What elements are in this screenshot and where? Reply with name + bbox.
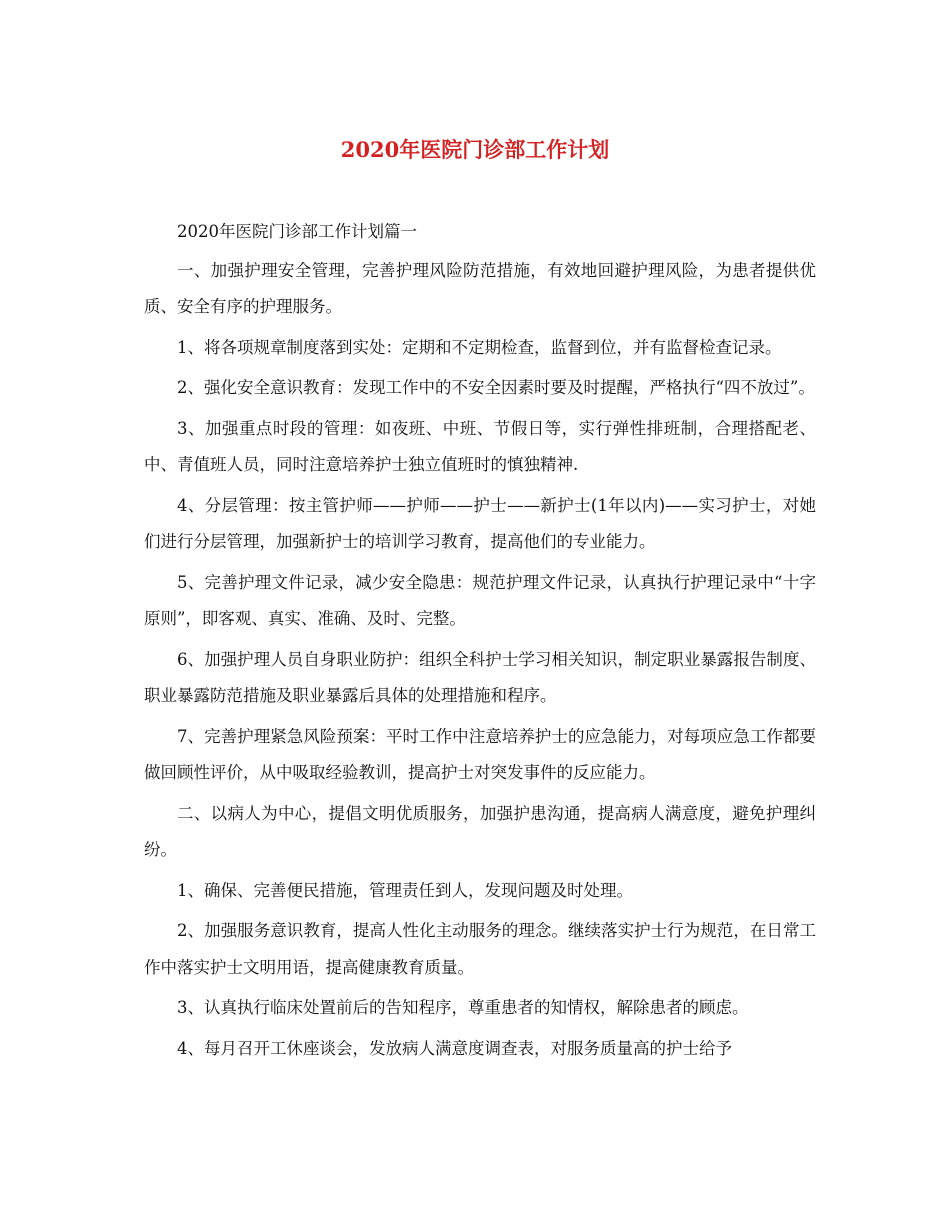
paragraph: 6、加强护理人员自身职业防护：组织全科护士学习相关知识，制定职业暴露报告制度、职业暴露防范措施及职业暴露后具体的处理措施和程序。 xyxy=(144,649,816,705)
paragraph: 7、完善护理紧急风险预案：平时工作中注意培养护士的应急能力，对每项应急工作都要做回顾性评价，从中吸取经验教训，提高护士对突发事件的反应能力。 xyxy=(144,726,816,782)
paragraph-section-heading: 2020年医院门诊部工作计划篇一 xyxy=(177,222,417,241)
paragraph: 4、分层管理：按主管护师——护师——护士——新护士(1年以内)——实习护士，对她们进行分层管理，加强新护士的培训学习教育，提高他们的专业能力。 xyxy=(144,495,816,551)
document-body xyxy=(144,214,816,1071)
paragraph: 二、以病人为中心，提倡文明优质服务，加强护患沟通，提高病人满意度，避免护理纠纷。 xyxy=(144,803,816,859)
paragraph: 5、完善护理文件记录，减少安全隐患：规范护理文件记录，认真执行护理记录中“十字原则”，即客观、真实、准确、及时、完整。 xyxy=(144,572,816,628)
paragraph: 1、确保、完善便民措施，管理责任到人，发现问题及时处理。 xyxy=(177,880,633,900)
paragraph: 2、加强服务意识教育，提高人性化主动服务的理念。继续落实护士行为规范，在日常工作中落实护士文明用语，提高健康教育质量。 xyxy=(144,921,816,977)
paragraph: 一、加强护理安全管理，完善护理风险防范措施，有效地回避护理风险，为患者提供优质、安全有序的护理服务。 xyxy=(144,260,816,316)
paragraph: 4、每月召开工休座谈会，发放病人满意度调查表，对服务质量高的护士给予 xyxy=(177,1038,732,1058)
paragraph: 2、强化安全意识教育：发现工作中的不安全因素时要及时提醒，严格执行“四不放过”。 xyxy=(177,378,815,397)
paragraph: 3、认真执行临床处置前后的告知程序，尊重患者的知情权，解除患者的顾虑。 xyxy=(177,998,749,1017)
paragraph: 3、加强重点时段的管理：如夜班、中班、节假日等，实行弹性排班制，合理搭配老、中、青值班人员，同时注意培养护士独立值班时的慎独精神. xyxy=(144,418,816,474)
paragraph: 1、将各项规章制度落到实处：定期和不定期检查，监督到位，并有监督检查记录。 xyxy=(177,337,782,357)
document-title: 2020年医院门诊部工作计划 xyxy=(340,137,610,162)
